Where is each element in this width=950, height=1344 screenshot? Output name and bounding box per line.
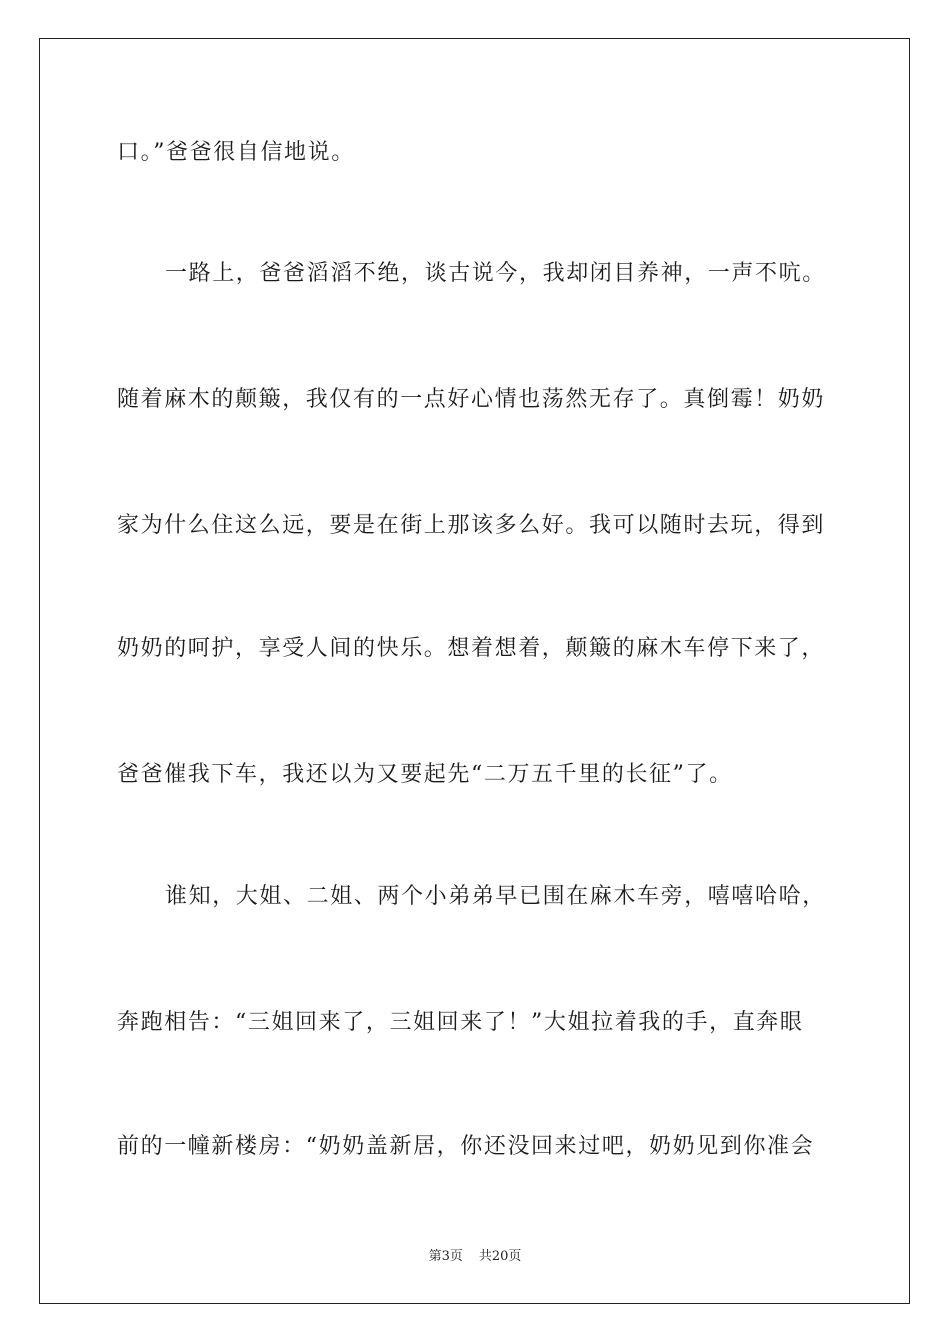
- total-pages: 共20页: [478, 1249, 522, 1264]
- paragraph-start-line: 一路上，爸爸滔滔不绝，谈古说今，我却闭目养神，一声不吭。: [165, 261, 826, 286]
- page-footer: [0, 1248, 950, 1266]
- text-line-5: 奶奶的呵护，享受人间的快乐。想着想着，颠簸的麻木车停下来了，: [117, 636, 826, 661]
- page-number: 第3页: [428, 1249, 463, 1264]
- page-border: [39, 38, 910, 1304]
- text-line-9: 前的一幢新楼房：“奶奶盖新居，你还没回来过吧，奶奶见到你准会: [117, 1134, 815, 1159]
- text-line-3: 随着麻木的颠簸，我仅有的一点好心情也荡然无存了。真倒霉！奶奶: [117, 387, 826, 412]
- text-line-1: 口。”爸爸很自信地说。: [117, 140, 355, 165]
- text-line-8: 奔跑相告：“三姐回来了，三姐回来了！”大姐拉着我的手，直奔眼: [117, 1010, 804, 1035]
- paragraph-start-line: 谁知，大姐、二姐、两个小弟弟早已围在麻木车旁，嘻嘻哈哈，: [165, 884, 826, 909]
- text-line-4: 家为什么住这么远，要是在街上那该多么好。我可以随时去玩，得到: [117, 513, 826, 538]
- text-line-6: 爸爸催我下车，我还以为又要起先“二万五千里的长征”了。: [117, 762, 733, 787]
